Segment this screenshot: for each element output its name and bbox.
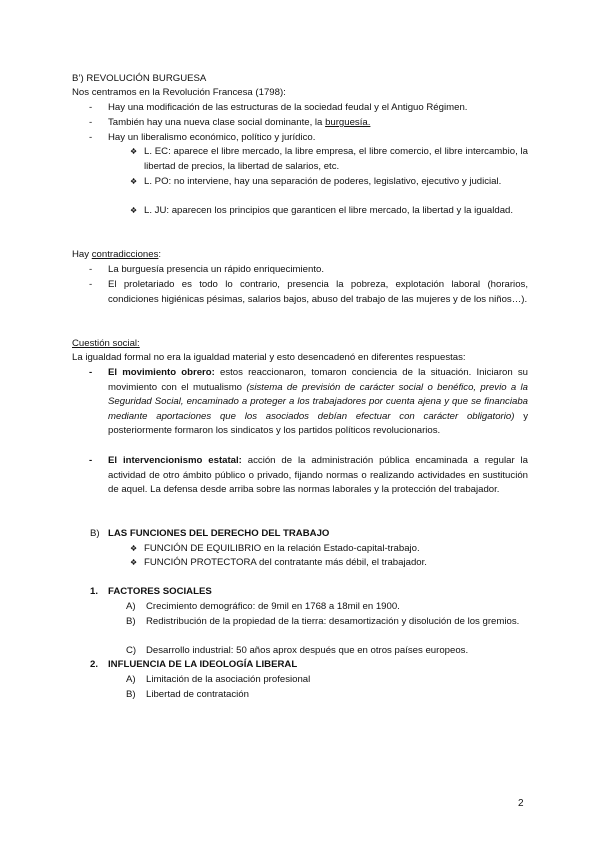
list-item-text: Redistribución de la propiedad de la tierra: desamortización y disolución de los gremios. (146, 616, 520, 627)
dash-bullet: - (89, 102, 93, 113)
list-marker: A) (126, 674, 136, 685)
dash-bullet: - (89, 279, 93, 290)
list-item-text: Hay un liberalismo económico, político y jurídico. (108, 132, 316, 143)
diamond-bullet-icon: ❖ (130, 206, 138, 215)
cuestion-social-title: Cuestión social: (72, 338, 140, 349)
dash-bullet: - (89, 455, 93, 466)
list-marker: B) (126, 689, 136, 700)
revolucion-intro: Nos centramos en la Revolución Francesa (1798): (72, 87, 286, 98)
list-item-text: L. PO: no interviene, hay una separación de poderes, legislativo, ejecutivo y judicial. (144, 176, 502, 187)
list-marker: B) (126, 616, 136, 627)
page-number: 2 (518, 798, 524, 809)
cuestion-social-intro: La igualdad formal no era la igualdad material y esto desencadenó en diferentes respuestas: (72, 352, 466, 363)
list-marker: C) (126, 645, 137, 656)
factores-marker: 1. (90, 586, 99, 597)
list-item-text: FUNCIÓN PROTECTORA del contratante más débil, el trabajador. (144, 557, 427, 568)
list-item-text: Libertad de contratación (146, 689, 249, 700)
movimiento-obrero-text: El movimiento obrero: estos reaccionaron, tomaron conciencia de la situación. Iniciaron su movimiento con el mutualismo (sistema de previsión de carácter social o benéfico, previo a la Seguridad Social, encaminado a proteger a los trabajadores por cuenta ajena y que se financiaba mediante aportaciones que los asociados debían efectuar con carácter obligatorio) y posteriormente formaron los sindicatos y los partidos políticos revolucionarios. (108, 367, 529, 437)
section-b-marker: B) (90, 528, 100, 539)
list-item-text: Limitación de la asociación profesional (146, 674, 311, 685)
factores-title: FACTORES SOCIALES (108, 586, 212, 597)
list-marker: A) (126, 601, 136, 612)
list-item-text: L. JU: aparecen los principios que garanticen el libre mercado, la libertad y la igualdad. (144, 205, 514, 216)
dash-bullet: - (89, 132, 93, 143)
list-item-text: FUNCIÓN DE EQUILIBRIO en la relación Estado-capital-trabajo. (144, 543, 420, 554)
dash-bullet: - (89, 117, 93, 128)
section-title-revolucion-burguesa: B’) REVOLUCIÓN BURGUESA (72, 73, 207, 84)
list-item-text: Crecimiento demográfico: de 9mil en 1768 a 18mil en 1900. (146, 601, 400, 612)
list-item-text: Desarrollo industrial: 50 años aprox después que en otros países europeos. (146, 645, 469, 656)
list-item-text: La burguesía presencia un rápido enriquecimiento. (108, 264, 324, 275)
diamond-bullet-icon: ❖ (130, 177, 138, 186)
intervencionismo-text: El intervencionismo estatal: acción de la administración pública encaminada a regular la actividad de otro ámbito público o privado, fijando normas o realizando actividades en sustitución de aquel. La defensa desde arriba sobre las normas laborales y la protección del trabajador. (108, 455, 528, 496)
diamond-bullet-icon: ❖ (130, 147, 138, 156)
dash-bullet: - (89, 367, 93, 378)
section-b-title: LAS FUNCIONES DEL DERECHO DEL TRABAJO (108, 528, 330, 539)
ideologia-title: INFLUENCIA DE LA IDEOLOGÍA LIBERAL (108, 659, 298, 670)
ideologia-marker: 2. (90, 659, 99, 670)
diamond-bullet-icon: ❖ (130, 558, 138, 567)
burguesia-link: burguesía. (325, 117, 371, 128)
dash-bullet: - (89, 264, 93, 275)
diamond-bullet-icon: ❖ (130, 544, 138, 553)
contradicciones-lead: Hay contradicciones: (72, 249, 162, 260)
list-item-text: También hay una nueva clase social dominante, la burguesía. (108, 117, 371, 128)
list-item-text: El proletariado es todo lo contrario, presencia la pobreza, explotación laboral (horarios, condiciones higiénicas pésimas, salarios bajos, abuso del trabajo de las mujeres y de los niños…). (108, 279, 528, 305)
list-item-text: L. EC: aparece el libre mercado, la libre empresa, el libre comercio, el libre intercambio, la libertad de precios, la libertad de salarios, etc. (144, 146, 528, 172)
list-item-text: Hay una modificación de las estructuras de la sociedad feudal y el Antiguo Régimen. (108, 102, 468, 113)
